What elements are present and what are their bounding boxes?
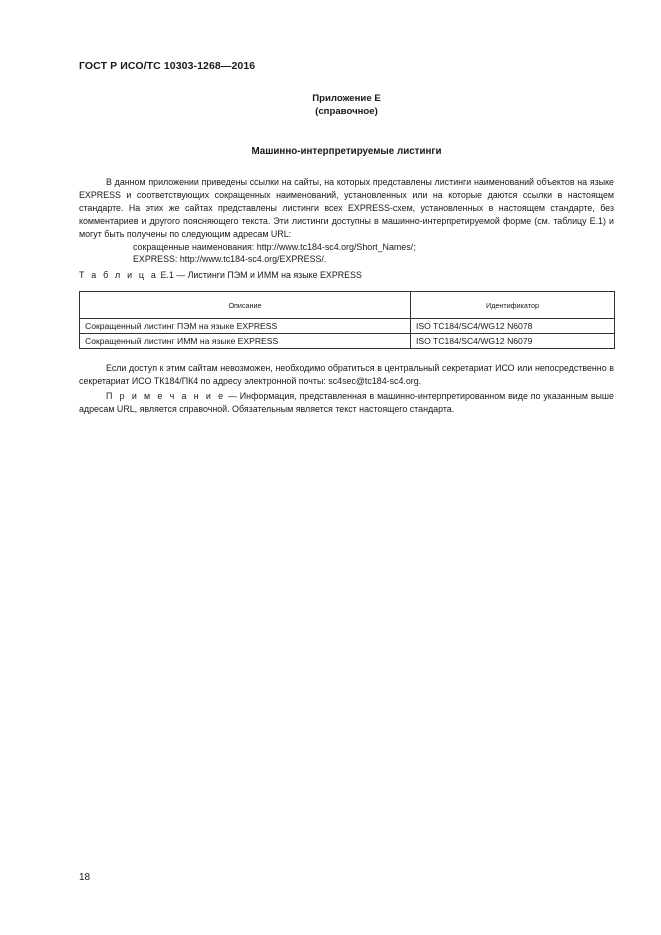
intro-paragraph: В данном приложении приведены ссылки на сайты, на которых представлены листинги наименований объектов на языке EXPRESS и соответствующих сокращенных наименований, установленных или на которые даются ссылки в настоящем стандарте. На этих же сайтах представлены листинги всех EXPRESS-схем, установленных в настоящем стандарте, без комментариев и другого поясняющего текста. Эти листинги доступны в машинно-интерпретируемой форме (см. таблицу Е.1) и могут быть получены по следующим адресам URL: bbox=[79, 177, 614, 239]
url-short-names: сокращенные наименования: http://www.tc184-sc4.org/Short_Names/; bbox=[133, 241, 416, 252]
access-paragraph: Если доступ к этим сайтам невозможен, необходимо обратиться в центральный секретариат ИСО или непосредственно в секретариат ИСО ТК184/ПК4 по адресу электронной почты: sc4sec@tc184-sc4.org. bbox=[79, 363, 614, 386]
table-caption-text: Е.1 — Листинги ПЭМ и ИММ на языке EXPRESS bbox=[158, 270, 362, 280]
table-row bbox=[80, 319, 615, 334]
note-paragraph bbox=[79, 390, 614, 416]
page-number: 18 bbox=[79, 872, 91, 883]
section-title: Машинно-интерпретируемые листинги bbox=[251, 146, 442, 157]
annex-title: Приложение Е bbox=[312, 93, 381, 104]
table-header-row bbox=[80, 292, 615, 319]
listings-table bbox=[79, 291, 615, 349]
table-cell-description: Сокращенный листинг ПЭМ на языке EXPRESS bbox=[80, 319, 411, 334]
table-caption bbox=[79, 270, 362, 280]
note-block bbox=[79, 390, 614, 416]
url-express: EXPRESS: http://www.tc184-sc4.org/EXPRESS/. bbox=[133, 254, 327, 265]
annex-heading bbox=[79, 92, 614, 118]
annex-status: (справочное) bbox=[315, 106, 378, 117]
table-row bbox=[80, 334, 615, 349]
note-text: — Информация, представленная в машинно-интерпретированном виде по указанным выше адресам URL, является справочной. Обязательным является текст настоящего стандарта. bbox=[79, 391, 614, 414]
table-caption-prefix: Т а б л и ц а bbox=[79, 270, 158, 280]
table-header-identifier: Идентификатор bbox=[411, 292, 615, 319]
note-label: П р и м е ч а н и е bbox=[106, 391, 226, 401]
table-cell-identifier: ISO TC184/SC4/WG12 N6079 bbox=[411, 334, 615, 349]
table-cell-description: Сокращенный листинг ИММ на языке EXPRESS bbox=[80, 334, 411, 349]
body-text bbox=[79, 176, 614, 266]
standard-code: ГОСТ Р ИСО/ТС 10303-1268—2016 bbox=[79, 60, 256, 72]
access-paragraph-block bbox=[79, 362, 614, 388]
table-cell-identifier: ISO TC184/SC4/WG12 N6078 bbox=[411, 319, 615, 334]
table-header-description: Описание bbox=[80, 292, 411, 319]
